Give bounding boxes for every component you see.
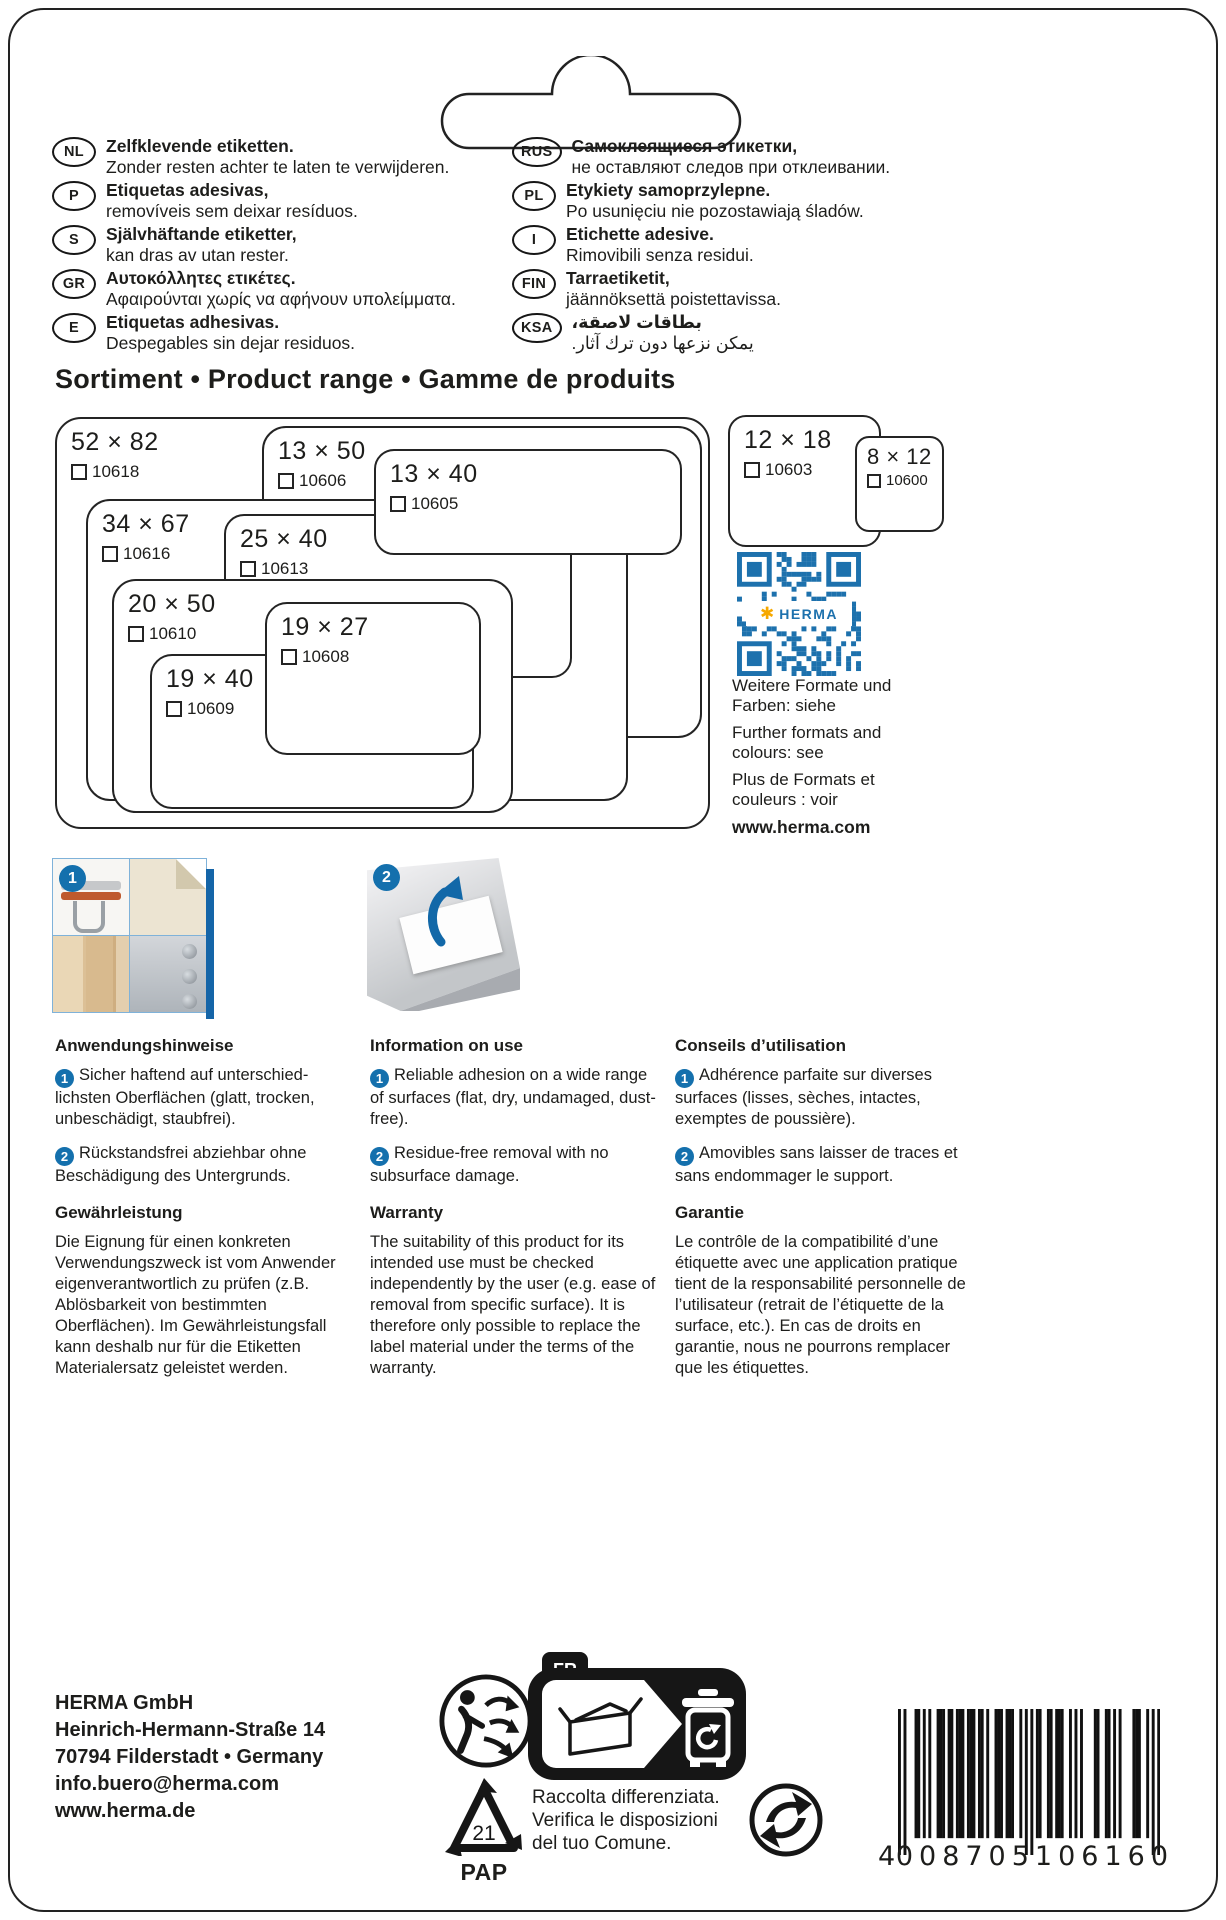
- product-code: 10613: [261, 559, 309, 578]
- more-formats-de: Weitere Formate und Farben: siehe: [732, 676, 892, 715]
- product-code: 10606: [299, 471, 347, 490]
- product-code: 10610: [149, 624, 197, 643]
- language-block-rus: [512, 136, 1202, 179]
- more-formats-note: [732, 676, 922, 837]
- warranty-title: Gewährleistung: [55, 1203, 183, 1222]
- step-2-badge: 2: [373, 864, 400, 891]
- barcode-digits: [878, 1841, 1174, 1872]
- product-size: 12 × 18: [744, 426, 832, 454]
- step-1-badge: 1: [675, 1069, 694, 1088]
- product-size: 20 × 50: [128, 590, 216, 618]
- language-badge-gr: GR: [52, 269, 96, 299]
- language-sub-line: Despegables sin dejar residuos.: [106, 333, 356, 353]
- company-city: 70794 Filderstadt • Germany: [55, 1746, 324, 1768]
- language-badge-nl: NL: [52, 137, 96, 167]
- sorting-note-line: Verifica le disposizioni: [532, 1810, 718, 1831]
- product-size: 34 × 67: [102, 510, 190, 538]
- section-title: Sortiment • Product range • Gamme de produits: [55, 364, 676, 394]
- product-code: 10616: [123, 544, 171, 563]
- step-2-badge: 2: [55, 1147, 74, 1166]
- barcode-bars: [898, 1709, 1160, 1855]
- usage-column-en: [370, 1036, 658, 1392]
- usage-title: Anwendungshinweise: [55, 1036, 234, 1055]
- product-box-8x12: [855, 436, 944, 532]
- product-code: 10605: [411, 494, 459, 513]
- language-sub-line: Po usunięciu nie pozostawiają śladów.: [566, 201, 864, 221]
- language-bold-line: Etykiety samoprzylepne.: [566, 180, 771, 200]
- language-bold-line: Etiquetas adesivas,: [106, 180, 269, 200]
- product-code: 10608: [302, 647, 350, 666]
- language-sub-line: Αφαιρούνται χωρίς να αφήνουν υπολείμματα.: [106, 289, 456, 309]
- language-bold-line: Etichette adesive.: [566, 224, 714, 244]
- language-bold-line: Tarraetiketit,: [566, 268, 670, 288]
- product-size: 13 × 40: [390, 460, 478, 488]
- step-2-badge: 2: [370, 1147, 389, 1166]
- language-sub-line: kan dras av utan rester.: [106, 245, 289, 265]
- step-1-badge: 1: [59, 865, 86, 892]
- ean-barcode: [878, 1703, 1174, 1875]
- language-sub-line: не оставляют следов при отклеивании.: [571, 157, 891, 177]
- product-code: 10600: [886, 472, 928, 489]
- label-shape-icon: [390, 496, 406, 512]
- usage-title: Conseils d’utilisation: [675, 1036, 846, 1055]
- peel-off-photo: [367, 858, 520, 1011]
- language-block-nl: [52, 136, 502, 179]
- label-shape-icon: [240, 561, 256, 577]
- language-badge-p: P: [52, 181, 96, 211]
- barcode-first-digit: 4: [878, 1841, 896, 1872]
- language-bold-line: Etiquetas adhesivas.: [106, 312, 280, 332]
- step-1-badge: 1: [55, 1069, 74, 1088]
- sorting-note-line: Raccolta differenziata.: [532, 1787, 720, 1808]
- usage-point-1: Reliable adhesion on a wide range of surfaces (flat, dry, undamaged, dust-free).: [370, 1066, 656, 1128]
- product-box-19x27: [265, 602, 481, 755]
- language-block-pl: [512, 180, 1202, 223]
- language-bold-line: Αυτοκόλλητες ετικέτες.: [106, 268, 296, 288]
- label-shape-icon: [281, 649, 297, 665]
- language-block-fin: [512, 268, 1202, 311]
- language-block-s: [52, 224, 502, 267]
- product-code: 10609: [187, 699, 235, 718]
- language-block-ksa: [512, 312, 1202, 355]
- sorting-note-line: del tuo Comune.: [532, 1833, 672, 1854]
- paper-photo: [130, 859, 206, 936]
- warranty-title: Warranty: [370, 1203, 444, 1222]
- herma-website: www.herma.com: [732, 817, 871, 837]
- triman-recycling-icon: [437, 1672, 535, 1770]
- language-badge-ksa: KSA: [512, 313, 562, 343]
- product-size: 8 × 12: [867, 444, 932, 469]
- metal-photo: [130, 936, 206, 1012]
- language-block-p: [52, 180, 502, 223]
- language-badge-rus: RUS: [512, 137, 562, 167]
- warranty-text: Die Eignung für einen konkreten Verwendungszweck ist vom Anwender eigenverantwortlich zu prüfen (z.B. Ablösbarkeit von bestimmten Oberflächen). Im Gewährleistungsfall kann deshalb nur für die Etiketten Materialersatz geleistet werden.: [55, 1233, 336, 1377]
- language-badge-i: I: [512, 225, 556, 255]
- language-sub-line: Zonder resten achter te laten te verwijderen.: [106, 157, 450, 177]
- usage-point-1: Sicher haftend auf unterschied-lichsten Oberflächen (glatt, trocken, unbeschädigt, staubfrei).: [55, 1066, 315, 1128]
- label-shape-icon: [128, 626, 144, 642]
- label-shape-icon: [867, 474, 881, 488]
- usage-point-2: Residue-free removal with no subsurface damage.: [370, 1144, 609, 1185]
- language-bold-line: بطاقات لاصقة،: [571, 312, 702, 332]
- language-badge-e: E: [52, 313, 96, 343]
- company-email: info.buero@herma.com: [55, 1773, 279, 1795]
- more-formats-en: Further formats and colours: see: [732, 723, 882, 762]
- language-list-left: [52, 136, 502, 356]
- language-block-e: [52, 312, 502, 355]
- label-shape-icon: [102, 546, 118, 562]
- fr-sorting-icon: [528, 1652, 746, 1780]
- language-badge-fin: FIN: [512, 269, 556, 299]
- herma-logo: [746, 601, 852, 626]
- warranty-text: Le contrôle de la compatibilité d’une étiquette avec une application pratique tient de la responsabilité personnelle de l’utilisateur (retrait de l’étiquette de la surface, etc.). En cas de droits en garantie, nous ne pourrons remplacer que les étiquettes.: [675, 1233, 966, 1377]
- product-box-13x40: [374, 449, 682, 555]
- pap-triangle-icon: [445, 1778, 523, 1856]
- language-block-gr: [52, 268, 502, 311]
- qr-code: [737, 552, 861, 676]
- usage-column-fr: [675, 1036, 981, 1392]
- warranty-title: Garantie: [675, 1203, 744, 1222]
- warranty-text: The suitability of this product for its intended use must be checked independently by the user (e.g. ease of removal from specific surface). It is therefore only possible to replace the label material under the terms of the warranty.: [370, 1233, 656, 1377]
- language-block-i: [512, 224, 1202, 267]
- usage-title: Information on use: [370, 1036, 523, 1055]
- step-2-badge: 2: [675, 1147, 694, 1166]
- company-website: www.herma.de: [55, 1800, 196, 1822]
- barcode-group-2: 106160: [1034, 1841, 1174, 1872]
- usage-point-2: Amovibles sans laisser de traces et sans endommager le support.: [675, 1144, 958, 1185]
- photo-shadow-strip: [206, 869, 214, 1019]
- language-sub-line: removíveis sem deixar resíduos.: [106, 201, 358, 221]
- herma-asterisk-icon: ✱: [759, 603, 775, 623]
- product-size: 19 × 40: [166, 665, 254, 693]
- product-code: 10618: [92, 462, 140, 481]
- pap-21-symbol: [444, 1778, 524, 1886]
- peel-arrow-icon: [419, 870, 479, 950]
- product-code: 10603: [765, 460, 813, 479]
- surfaces-photo: [52, 858, 207, 1013]
- language-sub-line: يمكن نزعها دون ترك آثار.: [571, 333, 754, 353]
- language-bold-line: Zelfklevende etiketten.: [106, 136, 294, 156]
- sorting-note-it: [532, 1786, 720, 1855]
- language-list-right: [512, 136, 1202, 356]
- step-1-badge: 1: [370, 1069, 389, 1088]
- language-sub-line: jäännöksettä poistettavissa.: [566, 289, 781, 309]
- herma-brand-text: HERMA: [779, 605, 839, 622]
- label-shape-icon: [166, 701, 182, 717]
- label-shape-icon: [744, 462, 760, 478]
- language-bold-line: Självhäftande etiketter,: [106, 224, 297, 244]
- language-bold-line: Самоклеящиеся этикетки,: [571, 136, 798, 156]
- label-shape-icon: [278, 473, 294, 489]
- product-size: 19 × 27: [281, 613, 369, 641]
- pap-label: PAP: [460, 1859, 508, 1885]
- usage-column-de: [55, 1036, 355, 1392]
- product-size: 25 × 40: [240, 525, 328, 553]
- product-size: 13 × 50: [278, 437, 366, 465]
- language-badge-pl: PL: [512, 181, 556, 211]
- wood-photo: [53, 936, 130, 1012]
- pap-number-svg: 21: [472, 1822, 496, 1845]
- label-shape-icon: [71, 464, 87, 480]
- barcode-group-1: 008705: [895, 1841, 1035, 1872]
- company-street: Heinrich-Hermann-Straße 14: [55, 1719, 326, 1741]
- usage-point-2: Rückstandsfrei abziehbar ohne Beschädigung des Untergrunds.: [55, 1144, 307, 1185]
- usage-point-1: Adhérence parfaite sur diverses surfaces (lisses, sèches, intactes, exemptes de poussière).: [675, 1066, 932, 1128]
- company-address: [55, 1690, 325, 1825]
- product-size: 52 × 82: [71, 428, 159, 456]
- language-sub-line: Rimovibili senza residui.: [566, 245, 754, 265]
- more-formats-fr: Plus de Formats et couleurs : voir: [732, 770, 875, 809]
- green-dot-icon: [748, 1782, 824, 1858]
- company-name: HERMA GmbH: [55, 1692, 194, 1714]
- language-badge-s: S: [52, 225, 96, 255]
